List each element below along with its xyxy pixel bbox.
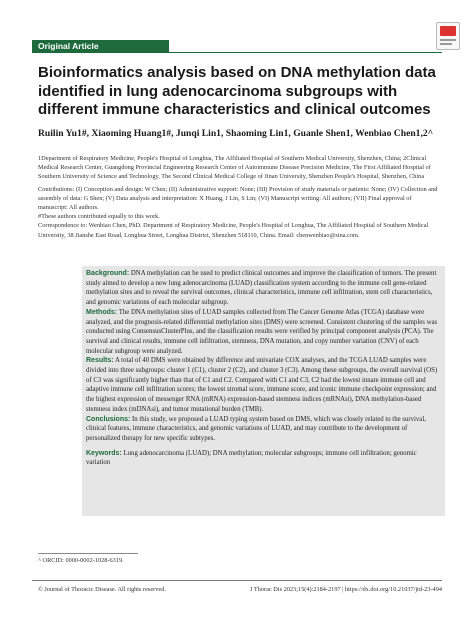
background-text: DNA methylation can be used to predict clinical outcomes and improve the classification of tumors. The present study aimed to develop a new lung adenocarcinoma (LUAD) classification system according to the immune cell gene-related methylation sites and to reveal the survival outcomes, clinical characteristics, immune cell infiltration, stem cell characteristics, and genomic variations of each molecular subgroup.	[86, 270, 437, 307]
badge-line	[440, 43, 452, 45]
header-rule	[169, 52, 442, 53]
methods-text: The DNA methylation sites of LUAD samples collected from The Cancer Genome Atlas (TCGA) database were analyzed, and the prognosis-related differential methylation sites (DMS) were screened. Consistent clustering of the samples was conducted using ConsensusClusterPlus, and the classification results were verified by principal component analysis (PCA). The survival and clinical results, immune cell infiltration, stemness, DNA mutation, and copy number variation (CNV) of each molecular subgroup were analyzed.	[86, 308, 438, 355]
badge-mark	[440, 26, 456, 36]
article-type-label: Original Article	[38, 41, 99, 51]
copyright-text: © Journal of Thoracic Disease. All rights reserved.	[38, 586, 166, 593]
background-label: Background:	[86, 270, 130, 277]
abstract-conclusions	[86, 415, 441, 444]
methods-label: Methods:	[86, 308, 118, 316]
conclusions-text: In this study, we proposed a LUAD typing system based on DMS, which was closely related to the survival, clinical features, immune characteristics, and genomic variations of LUAD, and may contribute to the development of personalized therapy for new specific subtypes.	[86, 415, 426, 442]
keywords-text: Lung adenocarcinoma (LUAD); DNA methylation; molecular subgroups; immune cell infiltration; genomic variation	[86, 449, 417, 467]
article-type-bar	[32, 40, 169, 53]
results-text: A total of 40 DMS were obtained by difference and univariate COX analyses, and the TCGA LUAD samples were divided into three subgroups: cluster 1 (C1), cluster 2 (C2), and cluster 3 (C3). Among these subgroups, the overall survival (OS) of C3 was significantly higher than that of C1 and C2. Compared with C1 and C3, C2 had the lowest innate immune cell and adaptive immune cell infiltration scores; the lowest stromal score, immune score, and iconic immune checkpoint expression; and the highest expression of messenger RNA (mRNA) expression-based stemness indices (mRNAsi), DNA methylation-based stemness index (mDNAsi), and tumor mutational burden (TMB).	[86, 357, 438, 413]
conclusions-label: Conclusions:	[86, 415, 131, 423]
abstract-keywords	[86, 449, 441, 468]
author-list: Ruilin Yu1#, Xiaoming Huang1#, Junqi Lin1, Shaoming Lin1, Guanle Shen1, Wenbiao Chen1,2^	[38, 128, 434, 139]
results-label: Results:	[86, 357, 114, 365]
abstract-box	[82, 266, 445, 516]
article-title: Bioinformatics analysis based on DNA methylation data identified in lung adenocarcinoma subgroups with different immune characteristics and clinical outcomes	[38, 64, 436, 118]
affiliation-text: 1Department of Respiratory Medicine, People's Hospital of Longhua, The Affiliated Hospital of Southern Medical University, Shenzhen, China; 2Clinical Medical Research Center, Guangdong Provincial Engineering Research Center of Autoimmune Disease Precision Medicine, The First Affiliated Hospital of Southern University of Science and Technology, The Second Clinical Medical College of Jinan University, Shenzhen People's Hospital, Shenzhen, China	[38, 155, 431, 181]
check-for-updates-icon[interactable]	[436, 22, 460, 50]
badge-line	[440, 39, 456, 41]
keywords-label: Keywords:	[86, 449, 122, 457]
abstract-background	[86, 269, 441, 308]
affiliations-block	[38, 154, 438, 240]
footer-divider	[32, 580, 442, 581]
footnote-divider	[38, 553, 138, 554]
correspondence-text: Correspondence to: Wenbiao Chen, PhD. Department of Respiratory Medicine, People's Hospital of Longhua, The Affiliated Hospital of Southern Medical University, 38 Jianshe East Road, Longhua Street, Longhua District, Shenzhen 518110, China. Email: chenwenbiao@sina.com.	[38, 222, 429, 239]
equal-contribution-note: #These authors contributed equally to this work.	[38, 213, 160, 221]
citation-link[interactable]: J Thorac Dis 2023;15(4):2184-2197 | https://dx.doi.org/10.21037/jtd-23-494	[249, 586, 442, 593]
orcid-note: ^ ORCID: 0000-0002-1028-6319.	[38, 557, 124, 564]
abstract-methods	[86, 308, 441, 357]
contributions-text: Contributions: (I) Conception and design: W Chen; (II) Administrative support: None; (III) Provision of study materials or patients: None; (IV) Collection and assembly of data: G Shen; (V) Data analysis and interpretation: X Huang, J Lin, S Lin; (VI) Manuscript writing: All authors; (VII) Final approval of manuscript: All authors.	[38, 185, 438, 212]
abstract-results	[86, 356, 441, 414]
